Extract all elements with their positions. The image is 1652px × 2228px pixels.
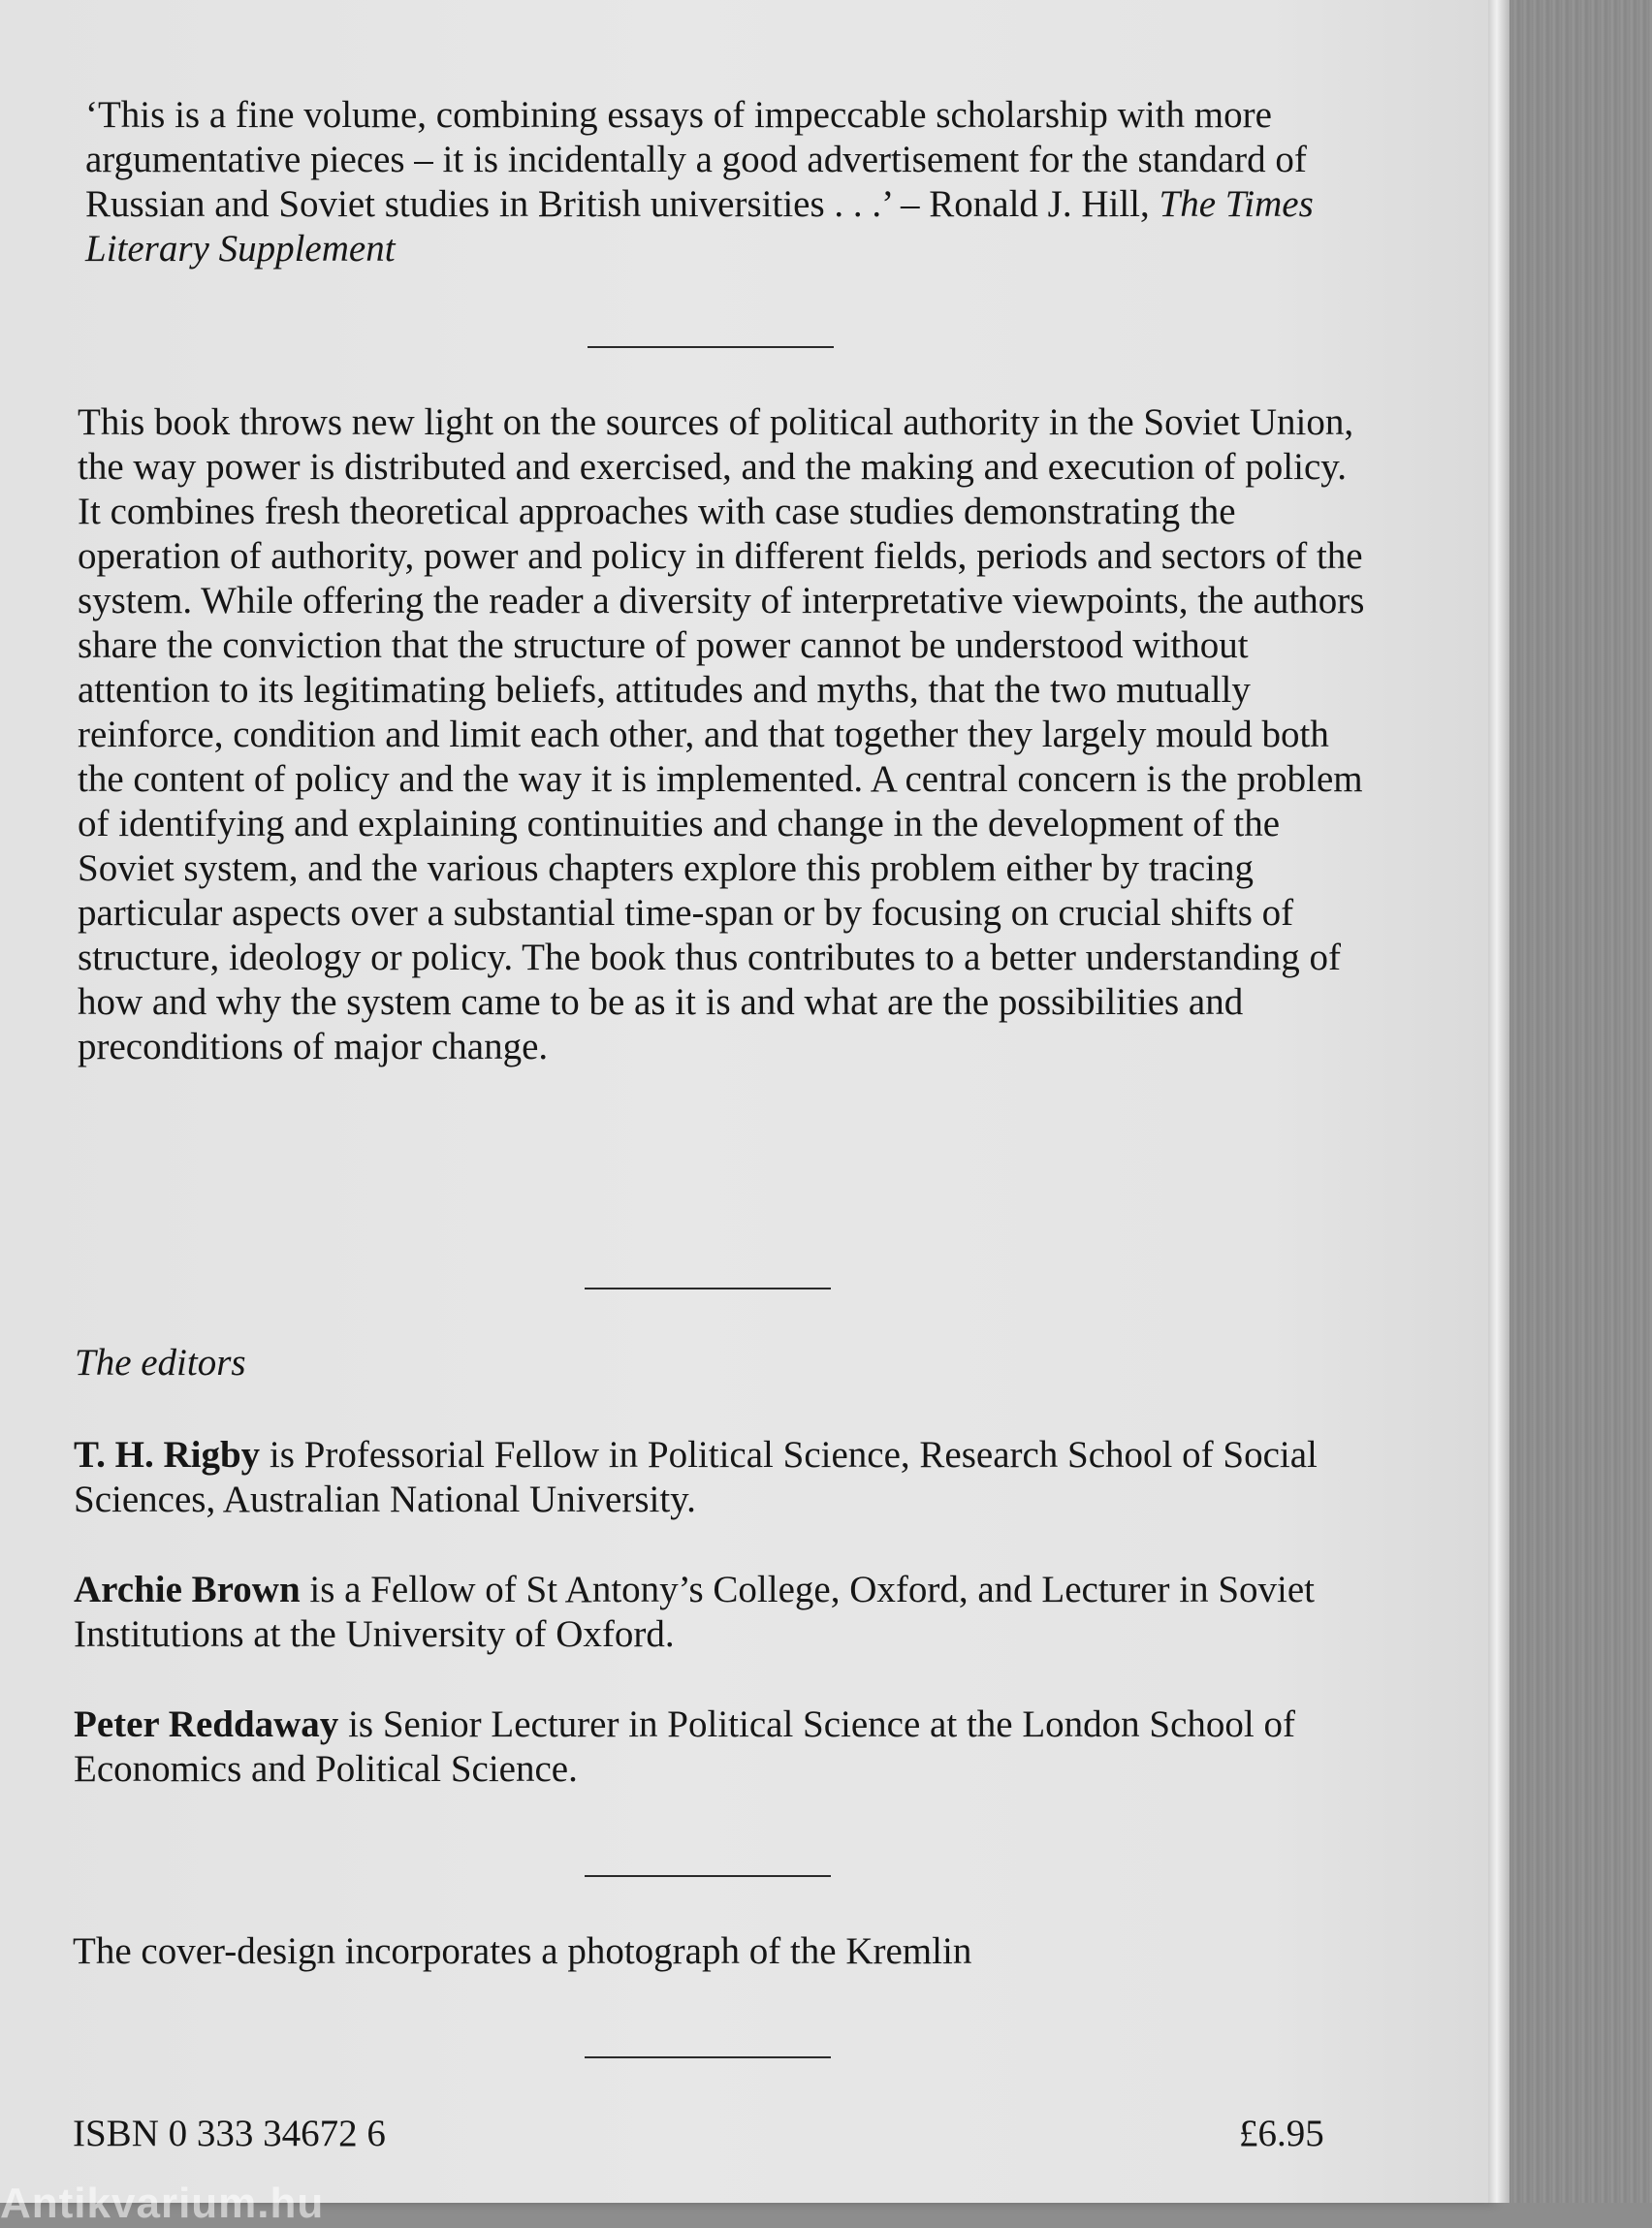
editor-entry (74, 1433, 1363, 1522)
editor-name: Archie Brown (74, 1569, 301, 1610)
editors-heading: The editors (75, 1342, 246, 1384)
divider-rule (585, 1288, 831, 1289)
editor-bio: is Senior Lecturer in Political Science at the London School of Economics and Political Science. (74, 1703, 1295, 1790)
review-quote-text: ‘This is a fine volume, combining essays of impeccable scholarship with more argumentative pieces – it is incidentally a good advertisement for the standard of Russian and Soviet studies in British universities . . .’ – Ronald J. Hill, (85, 94, 1307, 225)
editor-name: T. H. Rigby (74, 1434, 261, 1476)
editor-name: Peter Reddaway (74, 1703, 339, 1745)
editor-entry (74, 1568, 1363, 1657)
editor-entry (74, 1703, 1363, 1792)
cover-edge (1488, 0, 1509, 2203)
divider-rule (585, 1875, 831, 1877)
watermark: Antikvarium.hu (0, 2180, 325, 2227)
review-quote (85, 93, 1375, 271)
review-source: The Times Literary Supplement (85, 183, 1314, 270)
price: £6.95 (1239, 2113, 1324, 2154)
editor-bio: is a Fellow of St Antony’s College, Oxford, and Lecturer in Soviet Institutions at the University of Oxford. (74, 1569, 1315, 1655)
editor-bio: is Professorial Fellow in Political Science, Research School of Social Sciences, Australian National University. (74, 1434, 1318, 1520)
isbn: ISBN 0 333 34672 6 (73, 2113, 386, 2154)
cover-design-note: The cover-design incorporates a photograph of the Kremlin (73, 1930, 972, 1972)
book-description: This book throws new light on the sources of political authority in the Soviet Union, the way power is distributed and exercised, and the making and execution of policy. It combines fresh theoretical approaches with case studies demonstrating the operation of authority, power and policy in different fields, periods and sectors of the system. While offering the reader a diversity of interpretative viewpoints, the authors share the conviction that the structure of power cannot be understood without attention to its legitimating beliefs, attitudes and myths, that the two mutually reinforce, condition and limit each other, and that together they largely mould both the content of policy and the way it is implemented. A central concern is the problem of identifying and explaining continuities and change in the development of the Soviet system, and the various chapters explore this problem either by tracing particular aspects over a substantial time-span or by focusing on crucial shifts of structure, ideology or policy. The book thus contributes to a better understanding of how and why the system came to be as it is and what are the possibilities and preconditions of major change. (78, 401, 1365, 1067)
divider-rule (588, 346, 834, 348)
divider-rule (585, 2056, 831, 2058)
